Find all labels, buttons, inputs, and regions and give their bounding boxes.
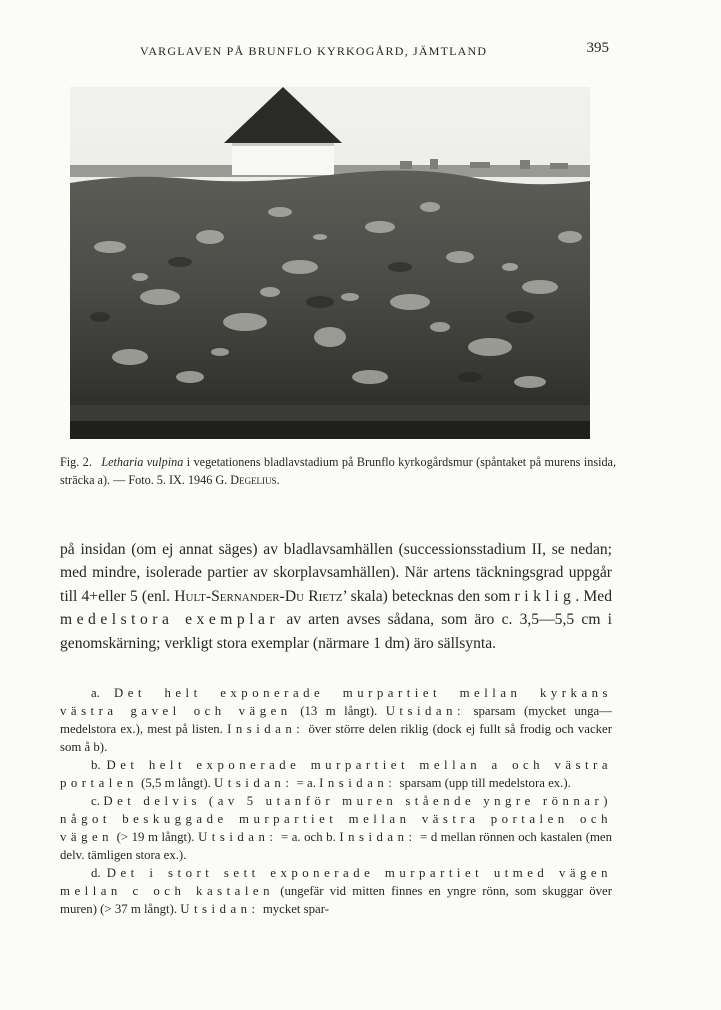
figure-photo bbox=[70, 87, 590, 439]
section-b bbox=[60, 756, 612, 792]
section-text: = a. bbox=[296, 776, 316, 790]
body-text-part: på insidan (om ej annat säges) av bladlavsamhällen (successionsstadium II, se nedan; med mindre, isolerade partier av skorplavsamhällen). När artens täckningsgrad uppgår till 4+eller 5 (enl. bbox=[60, 541, 612, 605]
body-author: Hult-Sernander-Du Rietz bbox=[174, 587, 343, 605]
section-side: Utsidan: bbox=[385, 704, 466, 718]
section-heading: Det i stort sett exponerade murpartiet utmed vägen mellan c och kastalen bbox=[60, 866, 613, 898]
section-heading: Det helt exponerade murpartiet mellan a och västra portalen bbox=[60, 758, 613, 790]
caption-end: . bbox=[276, 473, 280, 487]
section-heading: Det helt exponerade murpartiet mellan kyrkans västra gavel och vägen bbox=[60, 686, 612, 718]
section-text: (5,5 m långt). bbox=[141, 776, 211, 790]
section-text: = d mellan rönnen och kastalen (men delv. tämligen stora ex.). bbox=[60, 830, 613, 862]
figure-caption bbox=[60, 453, 616, 489]
section-text: (13 m långt). bbox=[300, 704, 378, 718]
section-side: Utsidan: bbox=[180, 902, 260, 916]
section-label: b. bbox=[91, 758, 101, 772]
section-a bbox=[60, 684, 612, 756]
photo-graphic bbox=[70, 87, 590, 439]
section-side: Insidan: bbox=[339, 830, 417, 844]
section-d bbox=[60, 864, 612, 918]
section-side: Utsidan: bbox=[198, 830, 278, 844]
body-text-part: ’ skala) betecknas den som bbox=[342, 587, 511, 605]
body-spaced-word: riklig bbox=[514, 587, 576, 605]
body-spaced-word: medelstora exemplar bbox=[60, 611, 280, 629]
body-text-part: av arten avses sådana, som äro c. 3,5—5,5 cm i genomskärning; verkligt stora exemplar (närmare 1 dm) äro sällsynta. bbox=[60, 611, 612, 652]
section-text: sparsam (upp till medelstora ex.). bbox=[399, 776, 571, 790]
section-label: d. bbox=[91, 866, 101, 880]
body-paragraph bbox=[60, 538, 612, 655]
section-text: (> 19 m långt). bbox=[116, 830, 195, 844]
section-label: c. bbox=[91, 794, 100, 808]
caption-author: Degelius bbox=[230, 473, 277, 487]
section-text: (ungefär vid mitten finnes en yngre rönn, som skuggar över muren) (> 37 m långt). bbox=[60, 884, 613, 916]
section-label: a. bbox=[91, 686, 100, 700]
section-text: = a. och b. bbox=[280, 830, 336, 844]
section-list bbox=[60, 684, 612, 918]
caption-species: Letharia vulpina bbox=[101, 455, 184, 469]
page-number: 395 bbox=[586, 40, 609, 56]
section-text: sparsam (mycket unga—medelstora ex.), mest på listen. bbox=[60, 704, 613, 736]
section-side: Insidan: bbox=[319, 776, 397, 790]
section-c bbox=[60, 792, 612, 864]
section-side: Utsidan: bbox=[214, 776, 294, 790]
section-text: mycket spar- bbox=[262, 902, 330, 916]
section-side: Insidan: bbox=[227, 722, 305, 736]
running-head: VARGLAVEN PÅ BRUNFLO KYRKOGÅRD, JÄMTLAND bbox=[140, 44, 488, 58]
section-heading: Det delvis (av 5 utanför muren stående yngre rönnar) något beskuggade murpartiet mellan västra portalen och vägen bbox=[60, 794, 612, 844]
section-text: över större delen riklig (dock ej fullt så frodig och vacker som å b). bbox=[60, 722, 612, 754]
caption-text: i vegetationens bladlavstadium på Brunflo kyrkogårdsmur (spåntaket på murens insida, sträcka a). — Foto. 5. IX. 1946 G. bbox=[60, 455, 617, 487]
figure-label: Fig. 2. bbox=[60, 455, 92, 469]
body-text-part: . Med bbox=[575, 587, 612, 605]
